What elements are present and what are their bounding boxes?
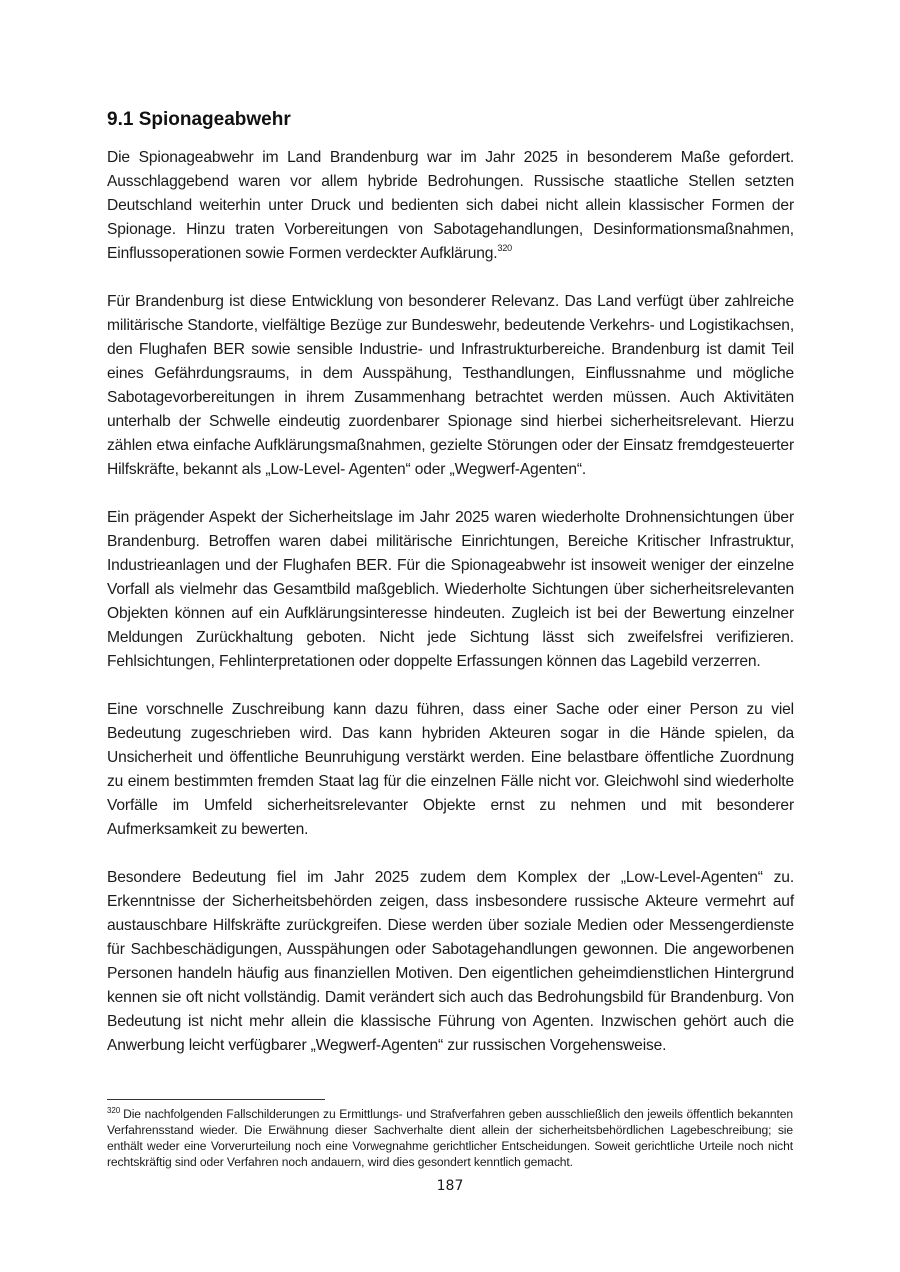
footnote (107, 1106, 793, 1170)
paragraph-2 (107, 290, 794, 482)
paragraph-text: Besondere Bedeutung fiel im Jahr 2025 zudem dem Komplex der „Low-Level-Agenten“ zu. Erkenntnisse der Sicherheitsbehörden zeigen, dass insbesondere russische Akteure vermehrt auf austauschbare Hilfskräfte zurückgreifen. Diese werden über soziale Medien oder Messengerdienste für Sachbeschädigungen, Ausspähungen oder Sabotagehandlungen gewonnen. Die angeworbenen Personen handeln häufig aus finanziellen Motiven. Den eigentlichen geheimdienstlichen Hintergrund kennen sie oft nicht vollständig. Damit verändert sich auch das Bedrohungsbild für Brandenburg. Von Bedeutung ist nicht mehr allein die klassische Führung von Agenten. Inzwischen gehört auch die Anwerbung leicht verfügbarer „Wegwerf-Agenten“ zur russischen Vorgehensweise. (107, 869, 794, 1054)
paragraph-text: Die Spionageabwehr im Land Brandenburg war im Jahr 2025 in besonderem Maße gefordert. Ausschlaggebend waren vor allem hybride Bedrohungen. Russische staatliche Stellen setzten Deutschland weiterhin unter Druck und bedienten sich dabei nicht allein klassischer Formen der Spionage. Hinzu traten Vorbereitungen von Sabotagehandlungen, Desinformationsmaßnahmen, Einflussoperationen sowie Formen verdeckter Aufklärung. (107, 149, 794, 262)
paragraph-3 (107, 506, 794, 674)
footnote-reference[interactable]: 320 (497, 242, 513, 253)
paragraph-5 (107, 866, 794, 1058)
paragraph-text: Ein prägender Aspekt der Sicherheitslage im Jahr 2025 waren wiederholte Drohnensichtungen über Brandenburg. Betroffen waren dabei militärische Einrichtungen, Bereiche Kritischer Infrastruktur, Industrieanlagen und der Flughafen BER. Für die Spionageabwehr ist insoweit weniger der einzelne Vorfall als vielmehr das Gesamtbild maßgeblich. Wiederholte Sichtungen über sicherheitsrelevanten Objekten können auf ein Aufklärungsinteresse hindeuten. Zugleich ist bei der Bewertung einzelner Meldungen Zurückhaltung geboten. Nicht jede Sichtung lässt sich zweifelsfrei verifizieren. Fehlsichtungen, Fehlinterpretationen oder doppelte Erfassungen können das Lagebild verzerren. (107, 509, 794, 670)
page-number: 187 (436, 1178, 464, 1194)
main-content (107, 106, 794, 1082)
paragraph-4 (107, 698, 794, 842)
paragraph-1 (107, 146, 794, 266)
footnote-number: 320 (107, 1105, 121, 1115)
paragraph-text: Für Brandenburg ist diese Entwicklung von besonderer Relevanz. Das Land verfügt über zahlreiche militärische Standorte, vielfältige Bezüge zur Bundeswehr, bedeutende Verkehrs- und Logistikachsen, den Flughafen BER sowie sensible Industrie- und Infrastrukturbereiche. Brandenburg ist damit Teil eines Gefährdungsraums, in dem Ausspähung, Testhandlungen, Einflussnahme und mögliche Sabotagevorbereitungen in ihrem Zusammenhang betrachtet werden müssen. Auch Aktivitäten unterhalb der Schwelle eindeutig zuordenbarer Spionage sind hierbei sicherheitsrelevant. Hierzu zählen etwa einfache Aufklärungsmaßnahmen, gezielte Störungen oder der Einsatz fremdgesteuerter Hilfskräfte, bekannt als „Low-Level- Agenten“ oder „Wegwerf-Agenten“. (107, 293, 794, 478)
footnote-text: Die nachfolgenden Fallschilderungen zu Ermittlungs- und Strafverfahren geben ausschließlich den jeweils öffentlich bekannten Verfahrensstand wieder. Die Erwähnung dieser Sachverhalte dient allein der sicherheitsbehördlichen Lagebeschreibung; sie enthält weder eine Vorverurteilung noch eine Vorwegnahme gerichtlicher Entscheidungen. Soweit gerichtliche Urteile noch nicht rechtskräftig sind oder Verfahren noch andauern, wird dies gesondert kenntlich gemacht. (107, 1107, 793, 1169)
paragraph-text: Eine vorschnelle Zuschreibung kann dazu führen, dass einer Sache oder einer Person zu viel Bedeutung zugeschrieben wird. Das kann hybriden Akteuren sogar in die Hände spielen, da Unsicherheit und öffentliche Beunruhigung verstärkt werden. Eine belastbare öffentliche Zuordnung zu einem bestimmten fremden Staat lag für die einzelnen Fälle nicht vor. Gleichwohl sind wiederholte Vorfälle im Umfeld sicherheitsrelevanter Objekte ernst zu nehmen und mit besonderer Aufmerksamkeit zu bewerten. (107, 701, 794, 838)
footnote-divider (107, 1099, 325, 1100)
section-heading: 9.1 Spionageabwehr (107, 109, 291, 130)
